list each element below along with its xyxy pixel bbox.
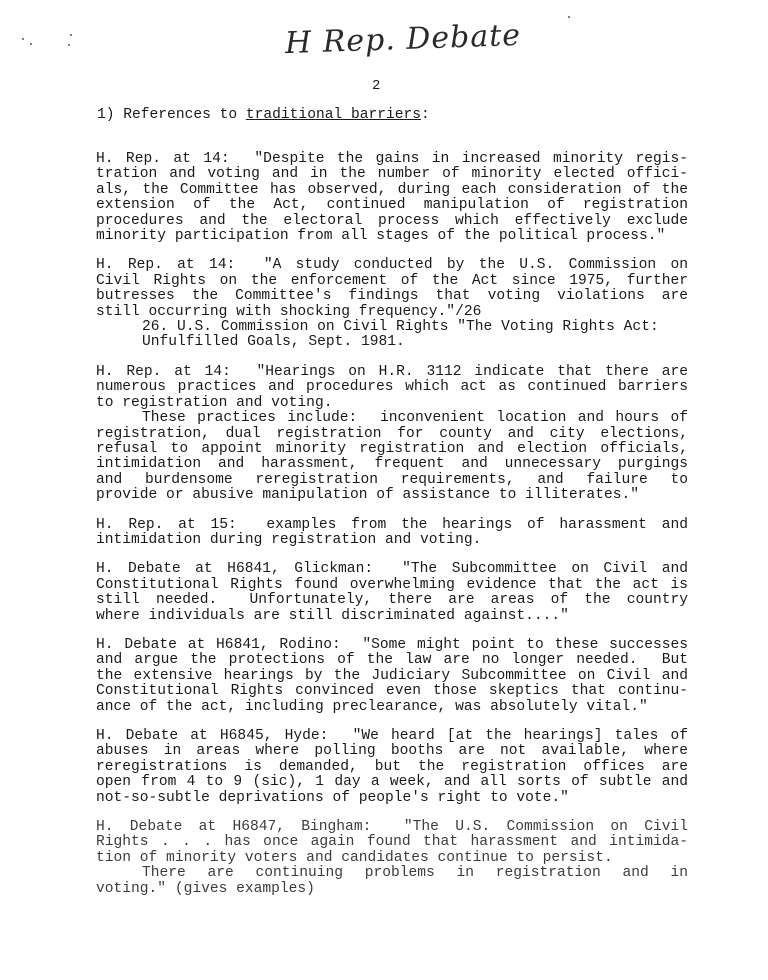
document-body [96,152,688,911]
paragraph-debate-glickman: H. Debate at H6841, Glickman: "The Subcommittee on Civil and Constitutional Rights found overwhelming evidence that the act is still needed. Unfortunately, there are areas of the country where individuals are still discriminated against...." [96,561,688,624]
paragraph-h-rep-14-c: H. Rep. at 14: "Hearings on H.R. 3112 indicate that there are numerous practices and procedures which act as continued barriers to registration and voting. These practices include: inconvenient location and hours of registration, dual registration for county and city elections, refusal to appoint minority registration and election officials, intimidation and harassment, frequent and unnecessary purgings and burdensome reregistration requirements, and failure to provide or abusive manipulation of assistance to illiterates." [96,363,688,504]
heading-underlined: traditional barriers [245,107,422,123]
paragraph-debate-bingham: H. Debate at H6847, Bingham: "The U.S. Commission on Civil Rights . . . has once again found that harassment and intimida- tion of minority voters and candidates continue to persist. There are continuing problems in registration and in voting." (gives examples) [96,819,688,897]
paragraph-h-rep-14-a: H. Rep. at 14: "Despite the gains in increased minority regis- tration and voting and in the number of minority elected offici- als, the Committee has observed, during each consideration of the extension of the Act, continued manipulation of registration procedures and the electoral process which effectively exclude minority participation from all stages of the political process." [96,151,688,245]
paragraph-debate-hyde: H. Debate at H6845, Hyde: "We heard [at the hearings] tales of abuses in areas where polling booths are not available, where reregistrations is demanded, but the registration offices are open from 4 to 9 (sic), 1 day a week, and all sorts of subtle and not-so-subtle deprivations of people's right to vote." [96,728,688,806]
section-heading: 1) References to traditional barriers: [97,107,430,123]
handwritten-note: H Rep. Debate [284,17,522,62]
paragraph-h-rep-14-b: H. Rep. at 14: "A study conducted by the U.S. Commission on Civil Rights on the enforcement of the Act since 1975, further butresses the Committee's findings that voting violations are still occurring with shocking frequency."/26 26. U.S. Commission on Civil Rights "The Voting Rights Act: Unfulfilled Goals, Sept. 1981. [96,257,688,351]
paragraph-h-rep-15: H. Rep. at 15: examples from the hearings of harassment and intimidation during registration and voting. [96,516,688,548]
page-number: 2 [372,78,381,94]
footnote-26: 26. U.S. Commission on Civil Rights "The Voting Rights Act: [142,319,659,336]
paragraph-debate-rodino: H. Debate at H6841, Rodino: "Some might point to these successes and argue the protections of the law are no longer needed. But the extensive hearings by the Judiciary Subcommittee on Civil and Constitutional Rights convinced even those skeptics that continu- ance of the act, including preclearance, was absolutely vital." [96,636,688,715]
